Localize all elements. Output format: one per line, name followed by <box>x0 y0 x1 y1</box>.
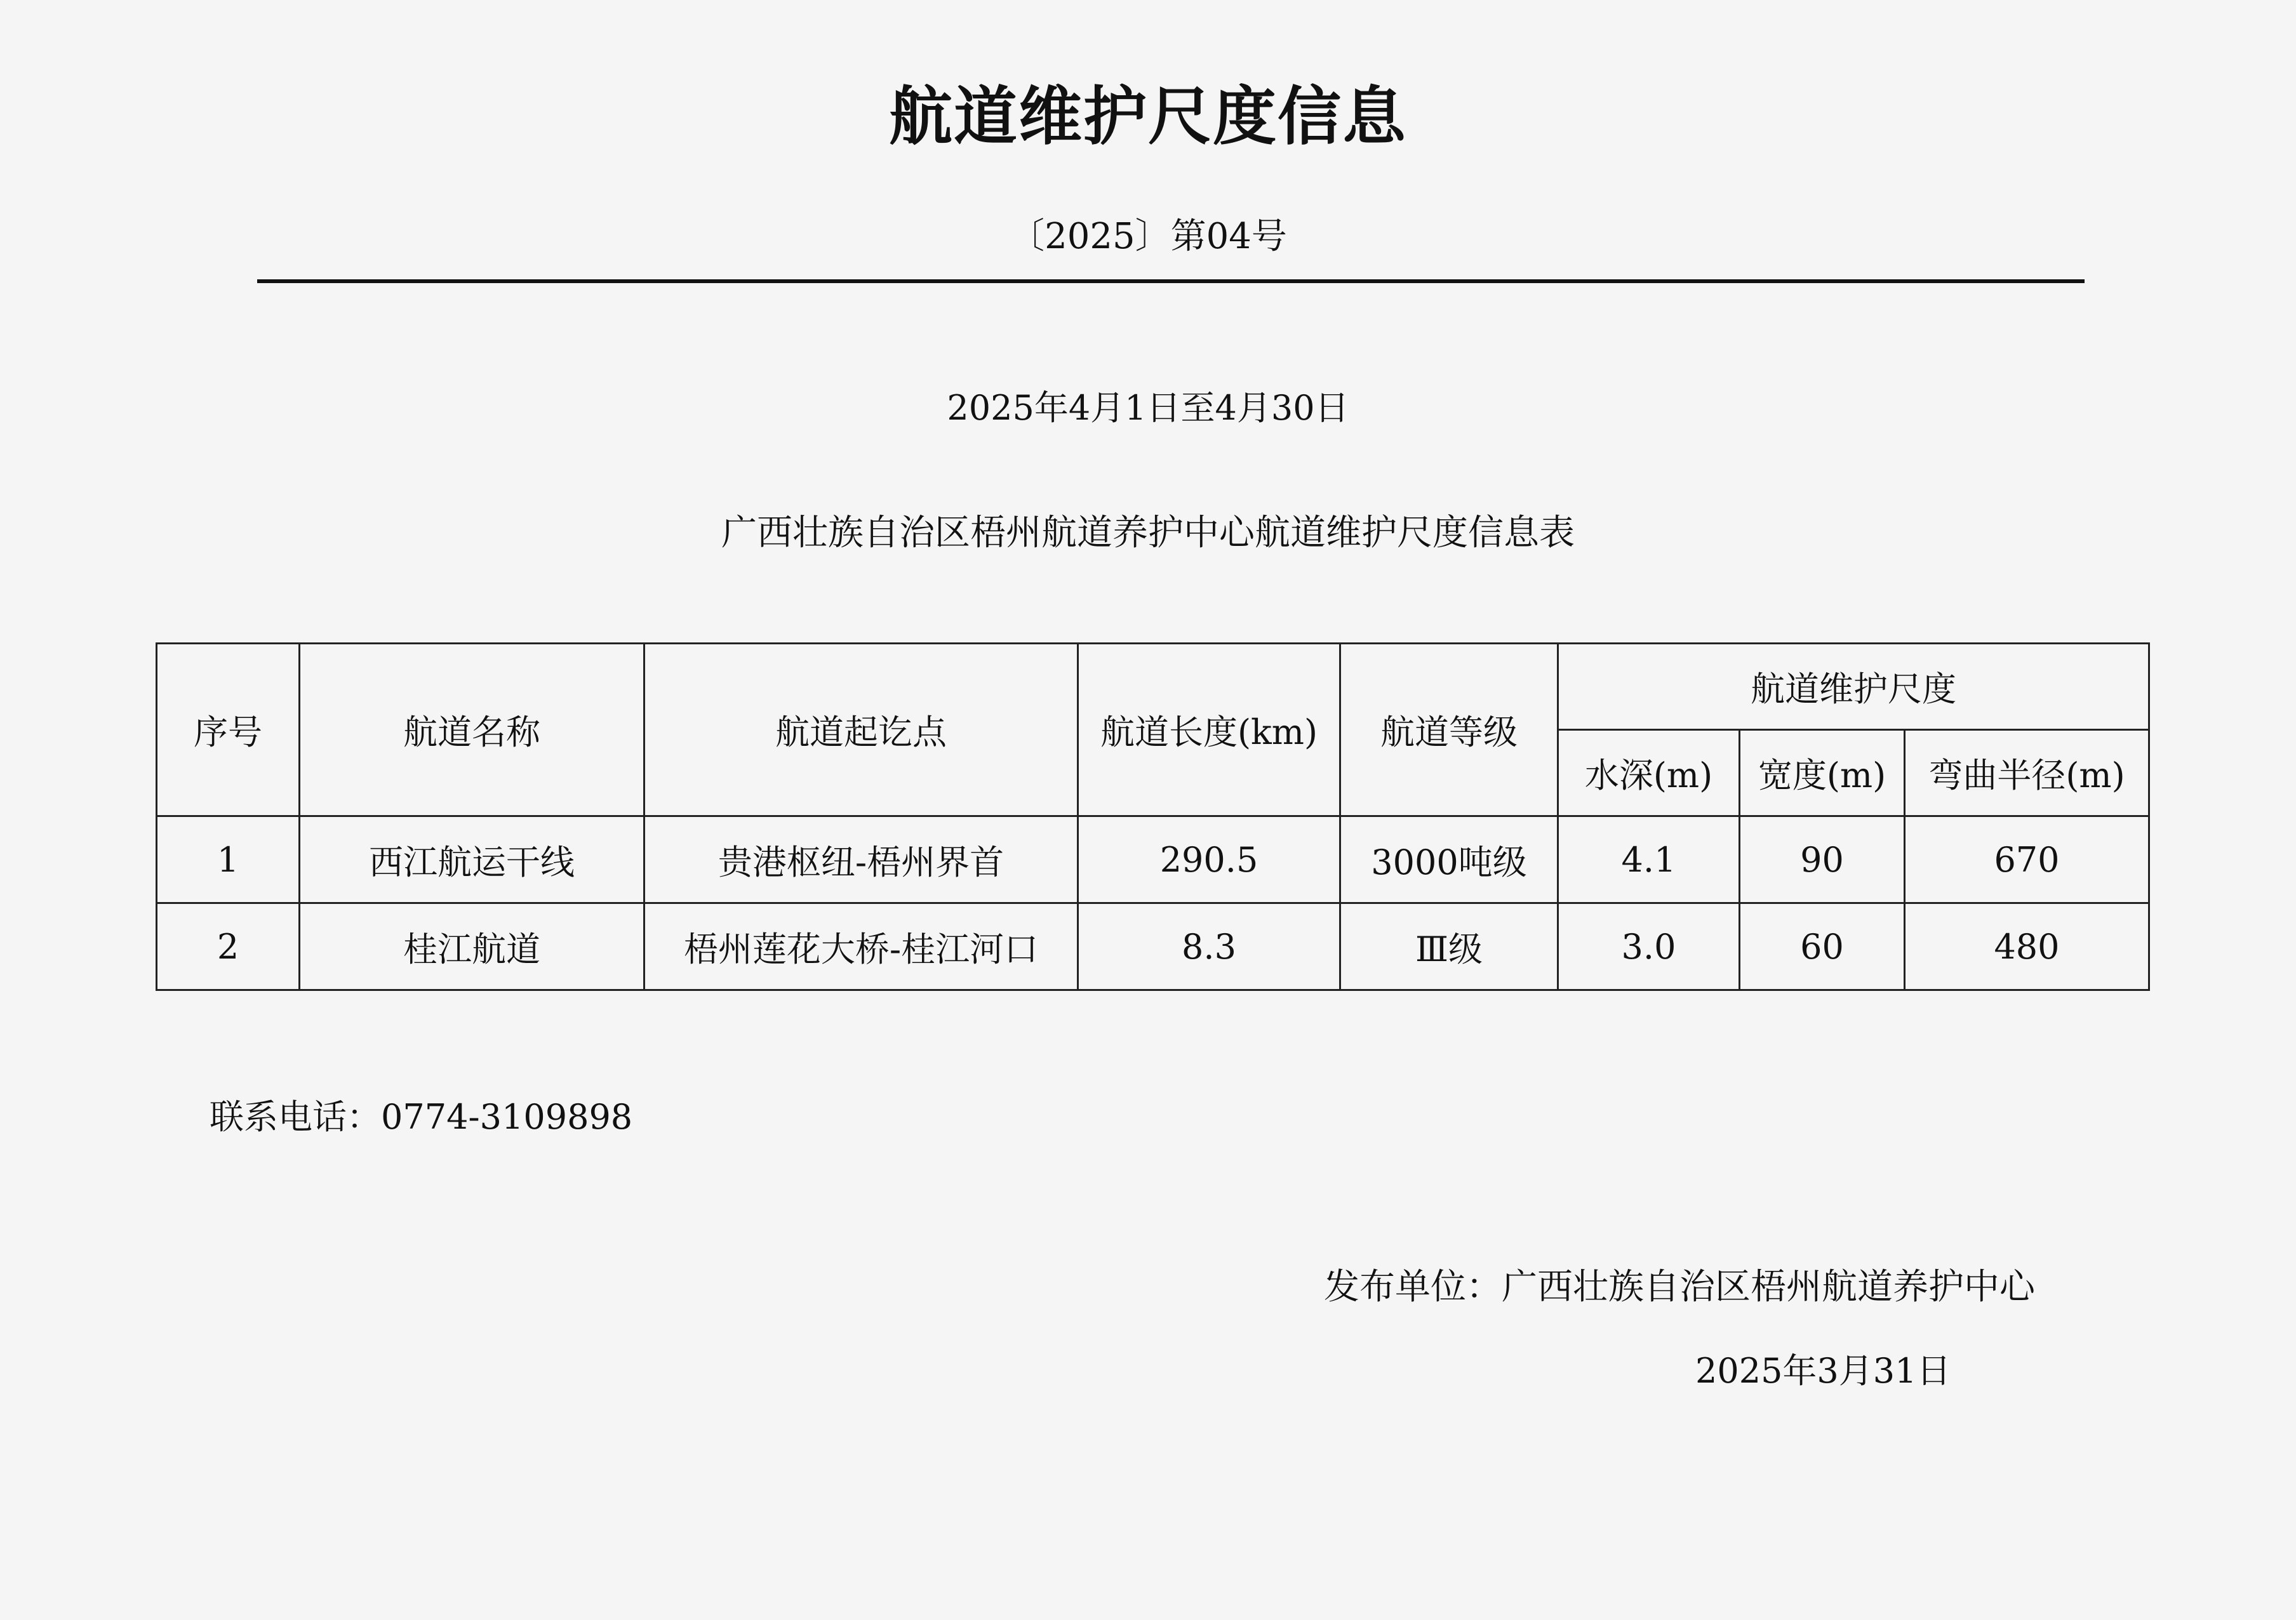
cell-radius: 480 <box>1905 903 2149 990</box>
publisher: 发布单位：广西壮族自治区梧州航道养护中心 <box>1324 1266 2035 1308</box>
validity-period: 2025年4月1日至4月30日 <box>947 388 1349 428</box>
cell-length: 8.3 <box>1078 903 1340 990</box>
maintenance-info-table <box>156 642 2150 991</box>
header-radius: 弯曲半径(m) <box>1905 730 2149 816</box>
cell-grade: Ⅲ级 <box>1340 903 1558 990</box>
header-endpoints: 航道起讫点 <box>644 644 1078 816</box>
cell-index: 1 <box>157 816 300 903</box>
publish-date: 2025年3月31日 <box>1695 1351 1951 1391</box>
cell-index: 2 <box>157 903 300 990</box>
header-maintenance-dimensions: 航道维护尺度 <box>1558 644 2149 730</box>
document-number: 〔2025〕第04号 <box>1009 216 1287 257</box>
cell-endpoints: 梧州莲花大桥-桂江河口 <box>644 903 1078 990</box>
cell-length: 290.5 <box>1078 816 1340 903</box>
cell-grade: 3000吨级 <box>1340 816 1558 903</box>
header-channel-name: 航道名称 <box>300 644 644 816</box>
cell-width: 60 <box>1740 903 1905 990</box>
header-width: 宽度(m) <box>1740 730 1905 816</box>
document-title: 航道维护尺度信息 <box>889 79 1407 154</box>
table-row <box>157 816 2149 903</box>
cell-width: 90 <box>1740 816 1905 903</box>
header-length: 航道长度(km) <box>1078 644 1340 816</box>
cell-endpoints: 贵港枢纽-梧州界首 <box>644 816 1078 903</box>
cell-depth: 3.0 <box>1558 903 1740 990</box>
cell-channel-name: 西江航运干线 <box>300 816 644 903</box>
header-grade: 航道等级 <box>1340 644 1558 816</box>
table-header-row <box>157 644 2149 730</box>
cell-channel-name: 桂江航道 <box>300 903 644 990</box>
header-index: 序号 <box>157 644 300 816</box>
header-depth: 水深(m) <box>1558 730 1740 816</box>
header-divider <box>257 279 2085 283</box>
cell-depth: 4.1 <box>1558 816 1740 903</box>
cell-radius: 670 <box>1905 816 2149 903</box>
table-row <box>157 903 2149 990</box>
table-title: 广西壮族自治区梧州航道养护中心航道维护尺度信息表 <box>721 512 1575 554</box>
contact-phone: 联系电话：0774-3109898 <box>210 1097 633 1137</box>
